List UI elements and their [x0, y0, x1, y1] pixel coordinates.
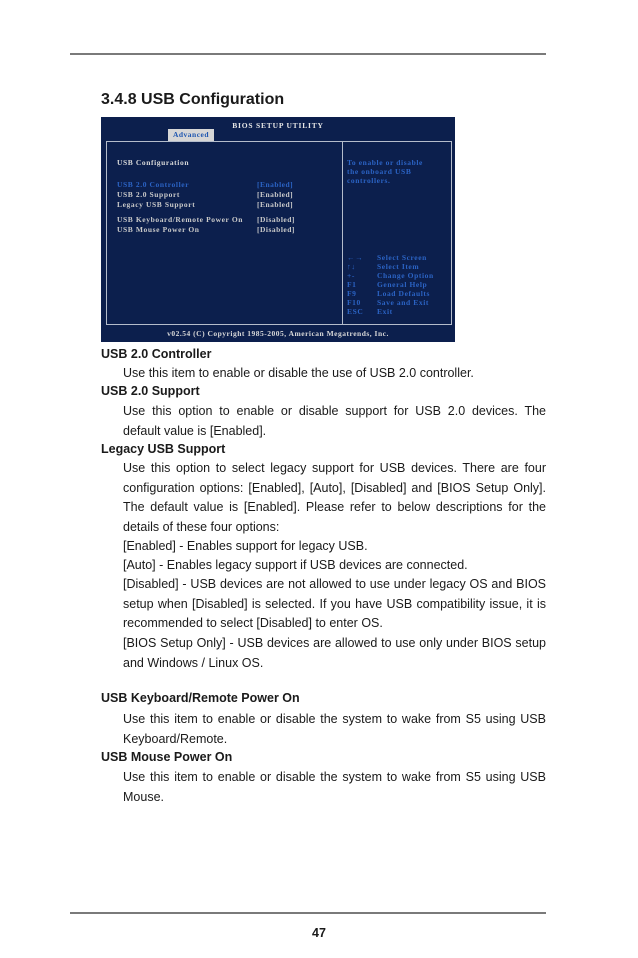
- bios-key: +-: [347, 271, 355, 280]
- heading-mouse-power: USB Mouse Power On: [101, 750, 233, 764]
- heading-legacy-usb: Legacy USB Support: [101, 442, 226, 456]
- bios-value-keyboard-power[interactable]: [Disabled]: [257, 215, 295, 224]
- bios-help-text: [347, 158, 447, 185]
- bios-tab-advanced[interactable]: Advanced: [168, 129, 214, 141]
- text-keyboard-power: Use this item to enable or disable the system to wake from S5 using USB Keyboard/Remote.: [123, 712, 546, 746]
- bios-key: ↑↓: [347, 262, 356, 271]
- page-number: 47: [312, 926, 326, 940]
- heading-usb20-support: USB 2.0 Support: [101, 384, 200, 398]
- bios-key-row: [347, 280, 427, 289]
- bios-value-usb20-controller[interactable]: [Enabled]: [257, 180, 294, 189]
- bios-key-desc: General Help: [377, 280, 428, 289]
- bios-footer: v02.54 (C) Copyright 1985-2005, American Megatrends, Inc.: [167, 329, 389, 338]
- bios-key: F10: [347, 298, 361, 307]
- bios-key: ESC: [347, 307, 364, 316]
- bios-key-desc: Select Item: [377, 262, 420, 271]
- bios-key-row: [347, 253, 427, 262]
- bios-key: F9: [347, 289, 357, 298]
- bios-option-keyboard-power[interactable]: USB Keyboard/Remote Power On: [117, 215, 244, 224]
- text-legacy-usb-intro: Use this option to select legacy support for USB devices. There are four configuration options: [Enabled], [Auto], [Disabled] and [BIOS Setup Only]. The default value is [Enabled]. Please refer to below descriptions for the details of these four options:: [123, 461, 546, 534]
- bios-key-desc: Exit: [377, 307, 393, 316]
- bios-value-legacy-usb[interactable]: [Enabled]: [257, 200, 294, 209]
- bios-value-mouse-power[interactable]: [Disabled]: [257, 225, 295, 234]
- bios-heading: USB Configuration: [117, 158, 190, 167]
- bios-help-line: the onboard USB: [347, 167, 412, 176]
- bios-screenshot: [101, 117, 455, 342]
- bios-key-desc: Change Option: [377, 271, 434, 280]
- text-usb20-controller: Use this item to enable or disable the use of USB 2.0 controller.: [123, 366, 474, 380]
- bios-value-usb20-support[interactable]: [Enabled]: [257, 190, 294, 199]
- bios-option-mouse-power[interactable]: USB Mouse Power On: [117, 225, 200, 234]
- text-legacy-disabled: [Disabled] - USB devices are not allowed to use under legacy OS and BIOS setup when [Disabled] is selected. If you have USB compatibility issue, it is recommended to select [Disabled] to enter OS.: [123, 577, 546, 631]
- bios-option-usb20-controller[interactable]: USB 2.0 Controller: [117, 180, 190, 189]
- bios-key-row: [347, 262, 419, 271]
- bios-divider: [342, 142, 343, 324]
- bios-key-row: [347, 298, 429, 307]
- bios-key: F1: [347, 280, 357, 289]
- text-legacy-enabled: [Enabled] - Enables support for legacy USB.: [123, 539, 368, 553]
- text-usb20-support: Use this option to enable or disable support for USB 2.0 devices. The default value is [Enabled].: [123, 404, 546, 438]
- bios-title: BIOS SETUP UTILITY: [232, 121, 324, 130]
- heading-keyboard-power: USB Keyboard/Remote Power On: [101, 691, 300, 705]
- footer-rule: [70, 912, 546, 914]
- bios-key: ←→: [347, 253, 364, 262]
- text-legacy-auto: [Auto] - Enables legacy support if USB devices are connected.: [123, 558, 468, 572]
- bios-key-desc: Load Defaults: [377, 289, 431, 298]
- bios-help-line: To enable or disable: [347, 158, 423, 167]
- bios-key-row: [347, 271, 434, 280]
- text-mouse-power: Use this item to enable or disable the system to wake from S5 using USB Mouse.: [123, 770, 546, 804]
- bios-option-usb20-support[interactable]: USB 2.0 Support: [117, 190, 180, 199]
- header-rule: [70, 53, 546, 55]
- bios-panel: [106, 141, 452, 325]
- bios-key-desc: Select Screen: [377, 253, 427, 262]
- text-legacy-bios-only: [BIOS Setup Only] - USB devices are allowed to use only under BIOS setup and Windows / Linux OS.: [123, 636, 546, 670]
- bios-key-row: [347, 307, 393, 316]
- bios-option-legacy-usb[interactable]: Legacy USB Support: [117, 200, 196, 209]
- bios-key-row: [347, 289, 430, 298]
- bios-help-line: controllers.: [347, 176, 391, 185]
- heading-usb20-controller: USB 2.0 Controller: [101, 347, 212, 361]
- bios-key-desc: Save and Exit: [377, 298, 429, 307]
- section-title: 3.4.8 USB Configuration: [101, 91, 285, 108]
